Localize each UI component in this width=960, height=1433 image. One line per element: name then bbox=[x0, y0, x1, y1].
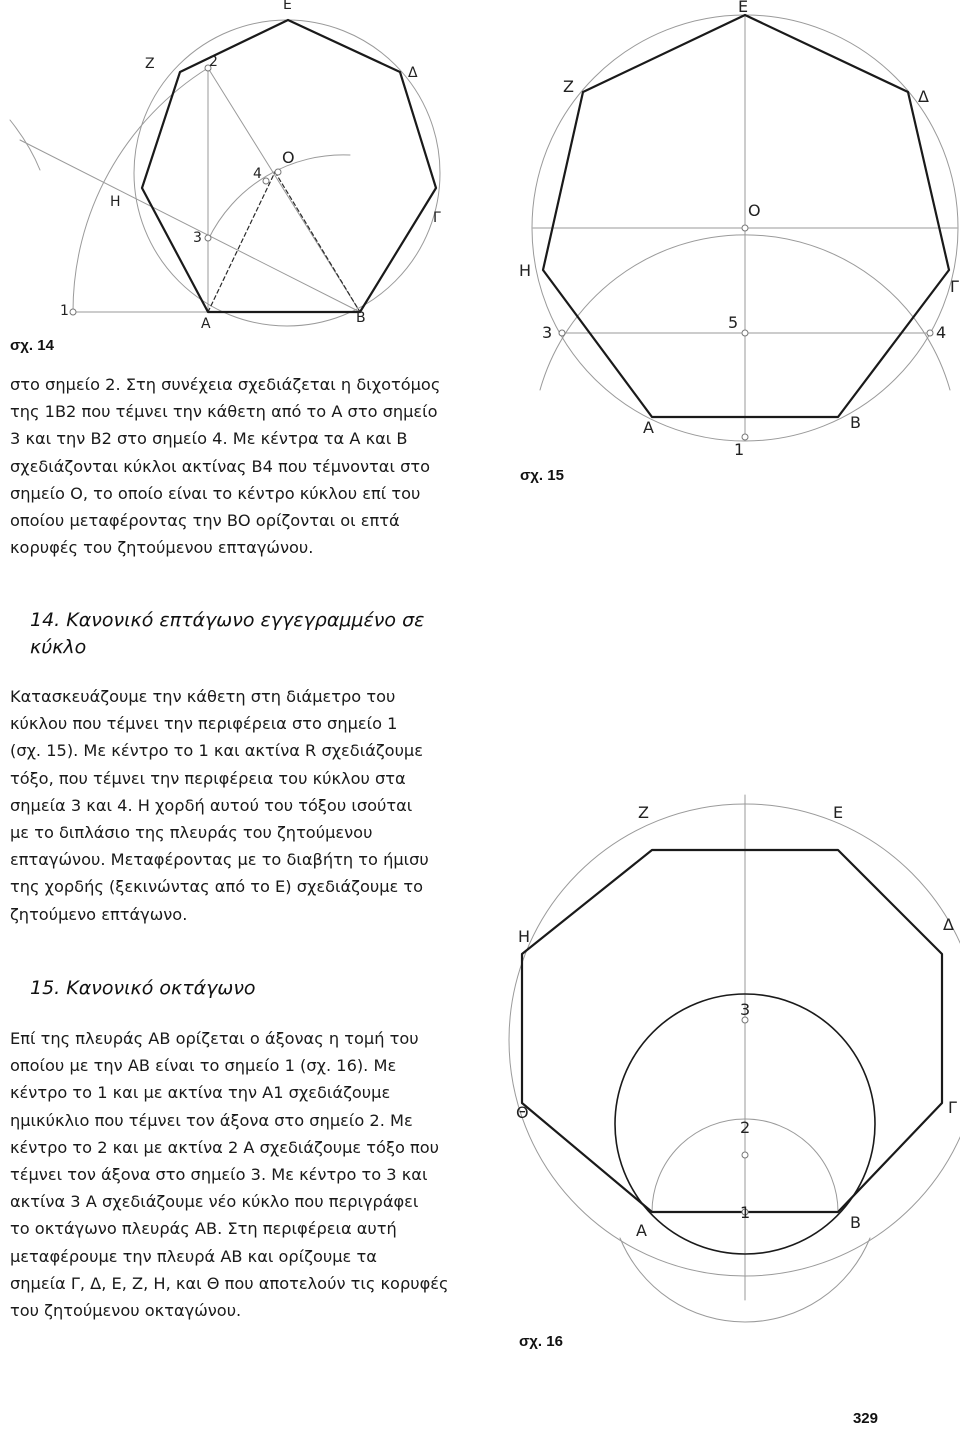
section-15-line: ακτίνα 3 Α σχεδιάζουμε νέο κύκλο που περιγράφει bbox=[10, 1192, 419, 1212]
section-14-heading-line-1: 14. Κανονικό επτάγωνο εγγεγραμμένο σε bbox=[30, 609, 425, 631]
fig14-dashed-AO bbox=[208, 172, 275, 312]
intro-paragraph bbox=[10, 371, 460, 561]
fig14-label-H: Η bbox=[110, 194, 121, 210]
fig15-label-1: 1 bbox=[734, 440, 745, 459]
section-15-line: σημεία Γ, Δ, Ε, Ζ, Η, και Θ που αποτελούν τις κορυφές bbox=[10, 1273, 449, 1293]
fig14-arc-O bbox=[208, 155, 350, 240]
fig15-label-H: Η bbox=[519, 261, 532, 280]
fig16-label-H: Η bbox=[518, 927, 531, 946]
intro-line: οποίου μεταφέροντας την ΒΟ ορίζονται οι επτά bbox=[10, 511, 400, 531]
fig14-label-1: 1 bbox=[60, 303, 69, 319]
section-15-line: ημικύκλιο που τέμνει τον άξονα στο σημείο 2. Με bbox=[10, 1110, 413, 1130]
section-14-line: επταγώνου. Μεταφέροντας με το διαβήτη το ήμισυ bbox=[10, 850, 429, 870]
fig16-label-2: 2 bbox=[740, 1118, 751, 1137]
fig16-label-Z: Ζ bbox=[638, 803, 649, 822]
section-14-line: ζητούμενο επτάγωνο. bbox=[10, 904, 188, 924]
section-14-line: της χορδής (ξεκινώντας από το Ε) σχεδιάζουμε το bbox=[10, 877, 424, 897]
fig14-label-Z: Ζ bbox=[145, 56, 155, 72]
section-14-line: Κατασκευάζουμε την κάθετη στη διάμετρο του bbox=[10, 687, 396, 706]
fig16-octagon bbox=[522, 850, 942, 1212]
fig15-point-O bbox=[742, 225, 748, 231]
section-15-heading: 15. Κανονικό οκτάγωνο bbox=[30, 977, 256, 999]
section-14-line: με το διπλάσιο της πλευράς του ζητούμενου bbox=[10, 823, 373, 843]
fig14-label-A: Α bbox=[201, 316, 211, 332]
fig14-point-1 bbox=[70, 309, 76, 315]
fig15-label-A: Α bbox=[643, 418, 654, 437]
fig16-label-D: Δ bbox=[943, 915, 954, 934]
intro-line: σημείο Ο, το οποίο είναι το κέντρο κύκλου επί του bbox=[10, 483, 421, 503]
section-15-line: το οκτάγωνο πλευράς ΑΒ. Στη περιφέρεια αυτή bbox=[10, 1219, 397, 1239]
intro-line: σχεδιάζονται κύκλοι ακτίνας Β4 που τέμνονται στο bbox=[10, 456, 430, 476]
fig14-point-3 bbox=[205, 235, 211, 241]
fig14-circumcircle bbox=[134, 20, 440, 326]
fig16-label-3: 3 bbox=[740, 1000, 751, 1019]
fig16-label-TH: Θ bbox=[516, 1103, 529, 1122]
fig16-label-B: Β bbox=[850, 1213, 861, 1232]
section-15-line: Επί της πλευράς ΑΒ ορίζεται ο άξονας η τομή του bbox=[10, 1029, 419, 1048]
figure-15 bbox=[519, 0, 959, 459]
section-15-line: οποίου με την ΑΒ είναι το σημείο 1 (σχ. 16). Με bbox=[10, 1056, 397, 1076]
fig15-label-4: 4 bbox=[936, 323, 947, 342]
figure-14 bbox=[10, 0, 441, 332]
fig16-circumcircle bbox=[509, 804, 960, 1276]
section-15-line: κέντρο το 1 και με ακτίνα την Α1 σχεδιάζουμε bbox=[10, 1083, 391, 1103]
fig15-point-4 bbox=[927, 330, 933, 336]
fig14-label-G: Γ bbox=[433, 210, 441, 226]
fig14-point-4 bbox=[263, 178, 269, 184]
fig16-label-E: Ε bbox=[833, 803, 844, 822]
fig14-point-O bbox=[275, 169, 281, 175]
section-14-line: σημεία 3 και 4. Η χορδή αυτού του τόξου ισούται bbox=[10, 795, 413, 815]
section-14-line: τόξο, που τέμνει την περιφέρεια του κύκλου στα bbox=[10, 768, 406, 788]
section-14-body bbox=[10, 683, 462, 928]
section-15-line: μεταφέρουμε την πλευρά ΑΒ και ορίζουμε τα bbox=[10, 1246, 377, 1266]
fig15-label-D: Δ bbox=[918, 87, 929, 106]
section-15-body bbox=[10, 1025, 462, 1324]
fig16-label-1: 1 bbox=[740, 1203, 751, 1222]
fig16-label-G: Γ bbox=[948, 1098, 957, 1117]
fig16-label-A: Α bbox=[636, 1221, 647, 1240]
fig15-label-5: 5 bbox=[728, 313, 739, 332]
fig15-label-Z: Ζ bbox=[563, 77, 574, 96]
fig15-label-O: Ο bbox=[748, 201, 761, 220]
intro-line: στο σημείο 2. Στη συνέχεια σχεδιάζεται η διχοτόμος bbox=[10, 375, 441, 394]
fig14-arc-mark bbox=[10, 120, 40, 170]
section-14-heading-line-2: κύκλο bbox=[30, 636, 87, 658]
fig15-label-3: 3 bbox=[542, 323, 553, 342]
fig15-point-3 bbox=[559, 330, 565, 336]
fig14-label-O: Ο bbox=[282, 148, 295, 167]
fig14-label-4: 4 bbox=[253, 166, 262, 182]
fig16-caption: σχ. 16 bbox=[519, 1333, 563, 1350]
fig15-heptagon bbox=[543, 15, 949, 417]
fig14-label-B: Β bbox=[356, 310, 366, 326]
intro-line: της 1Β2 που τέμνει την κάθετη από το Α στο σημείο bbox=[10, 402, 438, 422]
intro-line: κορυφές του ζητούμενου επταγώνου. bbox=[10, 538, 314, 558]
fig15-label-E: Ε bbox=[738, 0, 749, 16]
fig14-label-D: Δ bbox=[408, 65, 418, 81]
fig14-caption: σχ. 14 bbox=[10, 337, 54, 354]
section-15-line: του ζητούμενου οκταγώνου. bbox=[10, 1301, 242, 1321]
section-14-heading bbox=[30, 607, 470, 661]
section-14-line: κύκλου που τέμνει την περιφέρεια στο σημείο 1 bbox=[10, 714, 398, 734]
figure-16 bbox=[509, 795, 960, 1322]
intro-line: 3 και την Β2 στο σημείο 4. Με κέντρα τα Α και Β bbox=[10, 429, 408, 449]
fig14-bisector bbox=[20, 140, 360, 312]
section-15-line: κέντρο το 2 και με ακτίνα 2 Α σχεδιάζουμε τόξο που bbox=[10, 1137, 440, 1157]
fig15-caption: σχ. 15 bbox=[520, 467, 564, 484]
fig14-label-E: Ε bbox=[283, 0, 292, 13]
section-15-line: τέμνει τον άξονα στο σημείο 3. Με κέντρο το 3 και bbox=[10, 1165, 428, 1185]
fig15-label-G: Γ bbox=[950, 277, 959, 296]
section-14-line: (σχ. 15). Με κέντρο το 1 και ακτίνα R σχεδιάζουμε bbox=[10, 741, 423, 761]
fig15-label-B: Β bbox=[850, 413, 861, 432]
page-number: 329 bbox=[852, 1410, 878, 1427]
fig15-point-5 bbox=[742, 330, 748, 336]
fig16-point-2 bbox=[742, 1152, 748, 1158]
fig14-label-3: 3 bbox=[193, 230, 202, 246]
fig14-label-2: 2 bbox=[209, 54, 218, 70]
